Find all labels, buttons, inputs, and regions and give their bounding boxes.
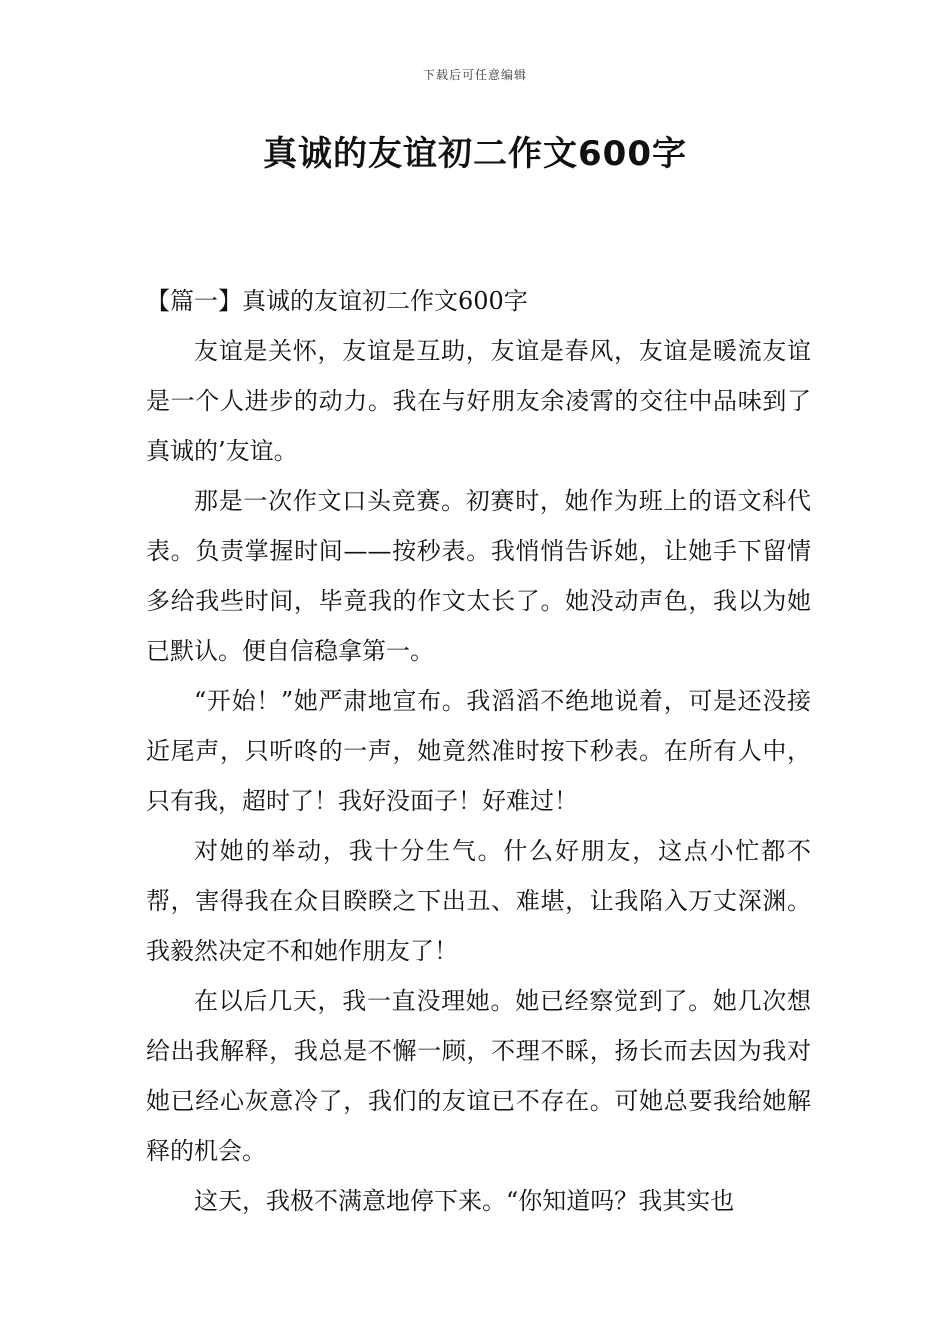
document-body — [146, 276, 811, 1226]
header-note: 下载后可任意编辑 — [422, 68, 527, 82]
paragraph-1: 友谊是关怀，友谊是互助，友谊是春风，友谊是暖流友谊是一个人进步的动力。我在与好朋友余凌霄的交往中品味到了真诚的’友谊。 — [146, 337, 811, 465]
paragraph-2: 那是一次作文口头竞赛。初赛时，她作为班上的语文科代表。负责掌握时间——按秒表。我悄悄告诉她，让她手下留情多给我些时间，毕竟我的作文太长了。她没动声色，我以为她已默认。便自信稳拿第一。 — [146, 487, 811, 665]
paragraph-5: 在以后几天，我一直没理她。她已经察觉到了。她几次想给出我解释，我总是不懈一顾，不理不睬，扬长而去因为我对她已经心灰意冷了，我们的友谊已不存在。可她总要我给她解释的机会。 — [146, 987, 811, 1165]
section-heading: 【篇一】真诚的友谊初二作文600字 — [146, 287, 528, 315]
paragraph-4: 对她的举动，我十分生气。什么好朋友，这点小忙都不帮，害得我在众目睽睽之下出丑、难堪，让我陷入万丈深渊。我毅然决定不和她作朋友了！ — [146, 837, 811, 965]
paragraph-6: 这天，我极不满意地停下来。“你知道吗？我其实也 — [194, 1187, 735, 1215]
document-title: 真诚的友谊初二作文600字 — [263, 134, 687, 174]
paragraph-3: “开始！”她严肃地宣布。我滔滔不绝地说着，可是还没接近尾声，只听咚的一声，她竟然准时按下秒表。在所有人中，只有我，超时了！我好没面子！好难过！ — [146, 687, 811, 815]
